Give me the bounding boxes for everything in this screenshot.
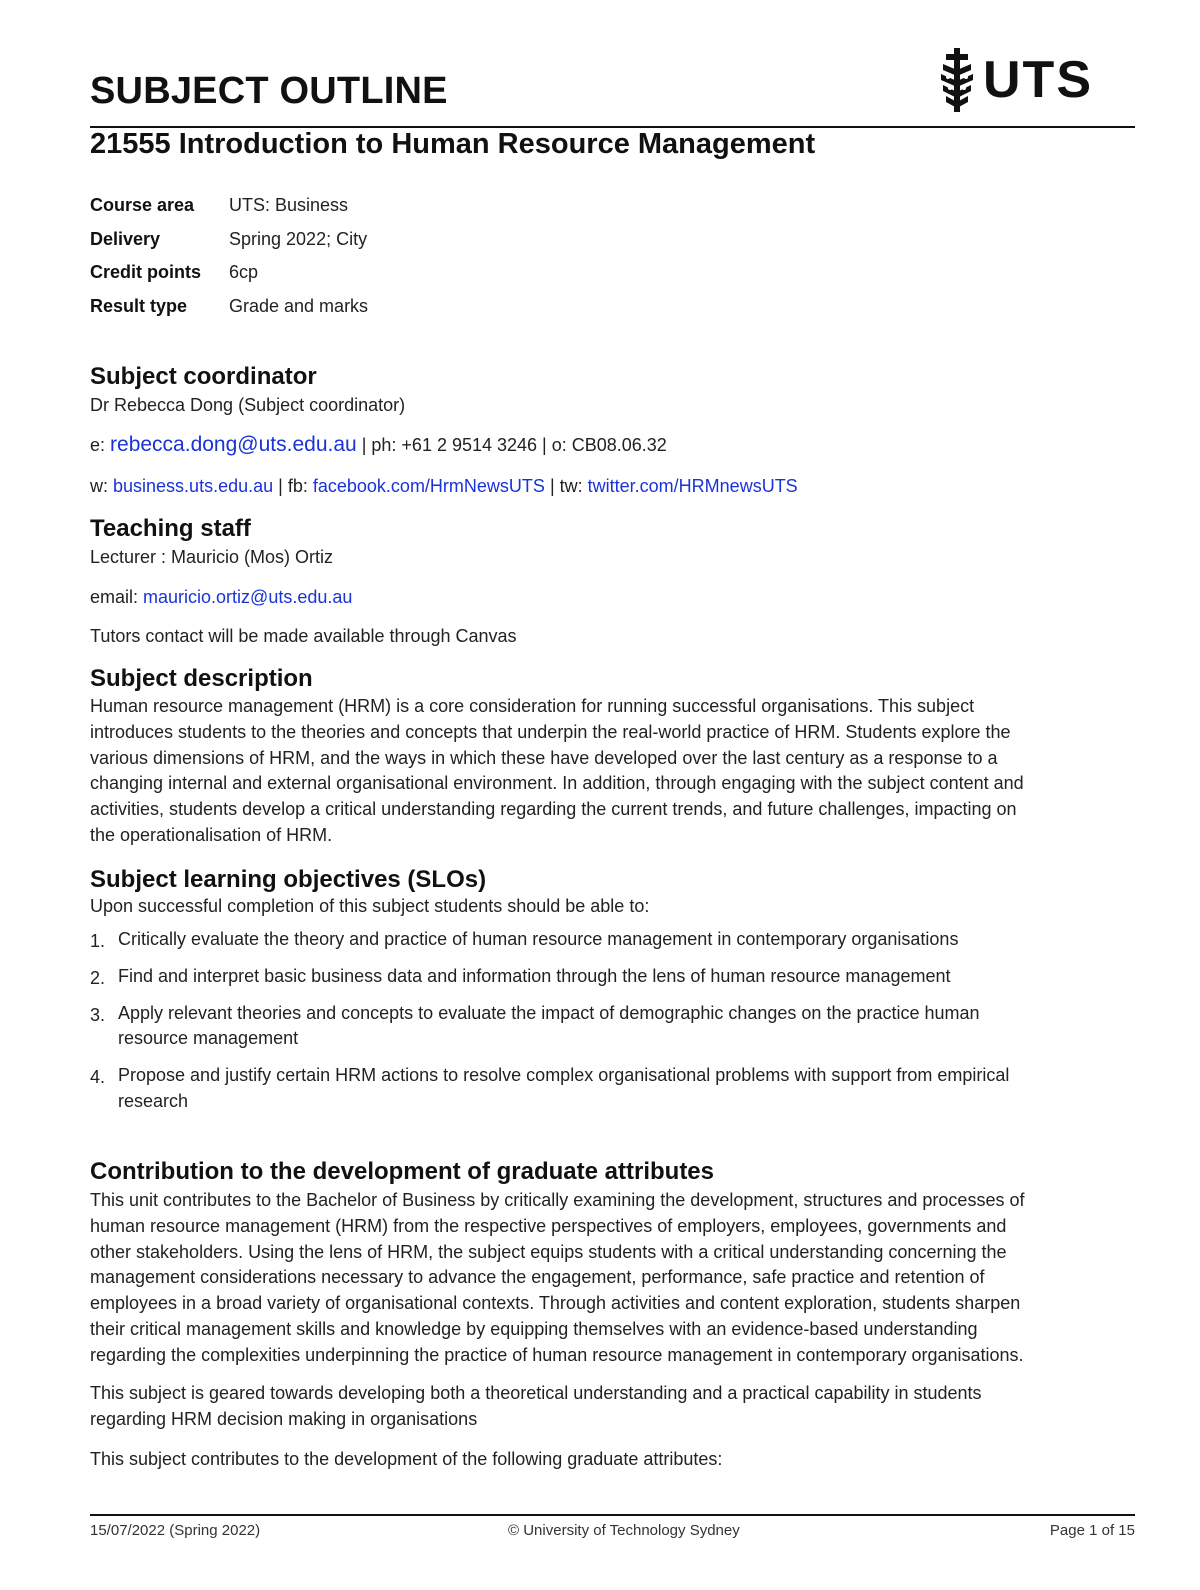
footer-copyright: © University of Technology Sydney (508, 1522, 740, 1539)
meta-value: 6cp (229, 262, 259, 282)
uts-logo (937, 46, 1093, 114)
paragraph-line: employees in a broad variety of organisational contexts. Through activities and content exploration, students sharpen (90, 1293, 1021, 1314)
coordinator-heading: Subject coordinator (90, 363, 317, 390)
meta-value: UTS: Business (229, 195, 349, 215)
lecturer-name: Lecturer : Mauricio (Mos) Ortiz (90, 547, 334, 567)
description-body (90, 694, 1130, 849)
document-title: SUBJECT OUTLINE (90, 70, 448, 112)
graduate-paragraph-3: This subject contributes to the development of the following graduate attributes: (90, 1449, 723, 1469)
facebook-link[interactable]: facebook.com/HrmNewsUTS (312, 476, 545, 496)
slo-line: Propose and justify certain HRM actions to resolve complex organisational problems with support from empirical (118, 1065, 1010, 1086)
description-line: changing internal and external organisational environment. In addition, through engaging with the subject content and (90, 773, 1024, 794)
paragraph-line: This unit contributes to the Bachelor of Business by critically examining the development, structures and processes of (90, 1190, 1025, 1210)
lecturer-email-line (90, 585, 1130, 611)
description-line: various dimensions of HRM, and the ways in which these have developed over the last century as a response to a (90, 747, 998, 768)
twitter-link[interactable]: twitter.com/HRMnewsUTS (587, 476, 798, 496)
tw-label: | tw: (549, 476, 583, 496)
coordinator-name: Dr Rebecca Dong (Subject coordinator) (90, 395, 406, 415)
description-line: introduces students to the theories and concepts that underpin the real-world practice of HRM. Students explore the (90, 721, 1011, 742)
list-item (90, 927, 1130, 953)
lecturer-email-link[interactable]: mauricio.ortiz@uts.edu.au (143, 587, 353, 607)
description-line: activities, students develop a critical understanding regarding the current trends, and future challenges, impacting on (90, 799, 1017, 820)
tutors-note: Tutors contact will be made available through Canvas (90, 626, 517, 646)
slo-number: 3. (90, 1004, 106, 1025)
meta-row-course-area (90, 195, 368, 229)
phone-office-text: | ph: +61 2 9514 3246 | o: CB08.06.32 (361, 435, 667, 455)
slo-number: 4. (90, 1067, 106, 1088)
web-label: w: (90, 476, 108, 496)
meta-value: Spring 2022; City (229, 228, 368, 249)
list-item (90, 964, 1130, 990)
meta-row-credit-points (90, 262, 368, 296)
list-item (90, 1063, 1130, 1115)
meta-label: Result type (90, 295, 188, 316)
description-heading: Subject description (90, 665, 313, 692)
email-label: e: (90, 435, 106, 455)
paragraph-line: human resource management (HRM) from the respective perspectives of employers, employees, governments and (90, 1215, 1007, 1236)
paragraph-line: management considerations necessary to advance the engagement, performance, safe practice and retention of (90, 1267, 985, 1288)
slo-heading: Subject learning objectives (SLOs) (90, 866, 487, 893)
slo-number: 2. (90, 967, 106, 988)
uts-logo-text: UTS (983, 51, 1093, 109)
teaching-staff-heading: Teaching staff (90, 515, 251, 542)
graduate-attributes-heading: Contribution to the development of graduate attributes (90, 1158, 714, 1185)
slo-line: Critically evaluate the theory and practice of human resource management in contemporary organisations (118, 929, 959, 949)
graduate-paragraph-2 (90, 1381, 1130, 1433)
slo-text (118, 964, 1130, 990)
slo-line: Apply relevant theories and concepts to evaluate the impact of demographic changes on the practice human (118, 1002, 980, 1023)
paragraph-line: their critical management skills and knowledge by equipping themselves with an evidence-based understanding (90, 1318, 978, 1339)
fb-label: | fb: (278, 476, 308, 496)
footer-date: 15/07/2022 (Spring 2022) (90, 1522, 261, 1539)
uts-crest-icon (937, 46, 977, 114)
website-link[interactable]: business.uts.edu.au (113, 476, 274, 496)
coordinator-web-line (90, 474, 1130, 500)
page-footer (90, 1514, 1135, 1546)
email-label: email: (90, 587, 139, 607)
meta-value: Grade and marks (229, 295, 369, 316)
description-line: the operationalisation of HRM. (90, 824, 333, 845)
coordinator-email-link[interactable]: rebecca.dong@uts.edu.au (110, 433, 357, 456)
paragraph-line: regarding the complexities underpinning the practice of human resource management in contemporary organisations. (90, 1344, 1024, 1365)
slo-line: research (118, 1090, 189, 1111)
meta-label: Delivery (90, 228, 161, 249)
subject-title: 21555 Introduction to Human Resource Management (90, 128, 816, 160)
slo-line: Find and interpret basic business data and information through the lens of human resource management (118, 965, 951, 986)
meta-label: Credit points (90, 262, 201, 282)
meta-label: Course area (90, 195, 195, 215)
footer-page-number: Page 1 of 15 (1049, 1522, 1135, 1539)
meta-row-result-type (90, 296, 368, 330)
paragraph-line: other stakeholders. Using the lens of HRM, the subject equips students with a critical understanding concerning the (90, 1241, 1007, 1262)
graduate-paragraph-1 (90, 1188, 1130, 1369)
description-line: Human resource management (HRM) is a core consideration for running successful organisations. This subject (90, 696, 975, 716)
page-header (90, 51, 1135, 128)
meta-row-delivery (90, 229, 368, 263)
slo-number: 1. (90, 931, 106, 951)
slo-intro: Upon successful completion of this subject students should be able to: (90, 896, 650, 916)
slo-list (90, 927, 1130, 1126)
coordinator-contact-line (90, 432, 1130, 459)
subject-meta-table (90, 195, 368, 329)
slo-text (118, 1001, 1130, 1053)
slo-text (118, 1063, 1130, 1115)
paragraph-line: This subject is geared towards developing both a theoretical understanding and a practical capability in students (90, 1383, 982, 1403)
slo-text (118, 927, 1130, 953)
slo-line: resource management (118, 1028, 299, 1049)
list-item (90, 1001, 1130, 1053)
paragraph-line: regarding HRM decision making in organisations (90, 1408, 478, 1429)
